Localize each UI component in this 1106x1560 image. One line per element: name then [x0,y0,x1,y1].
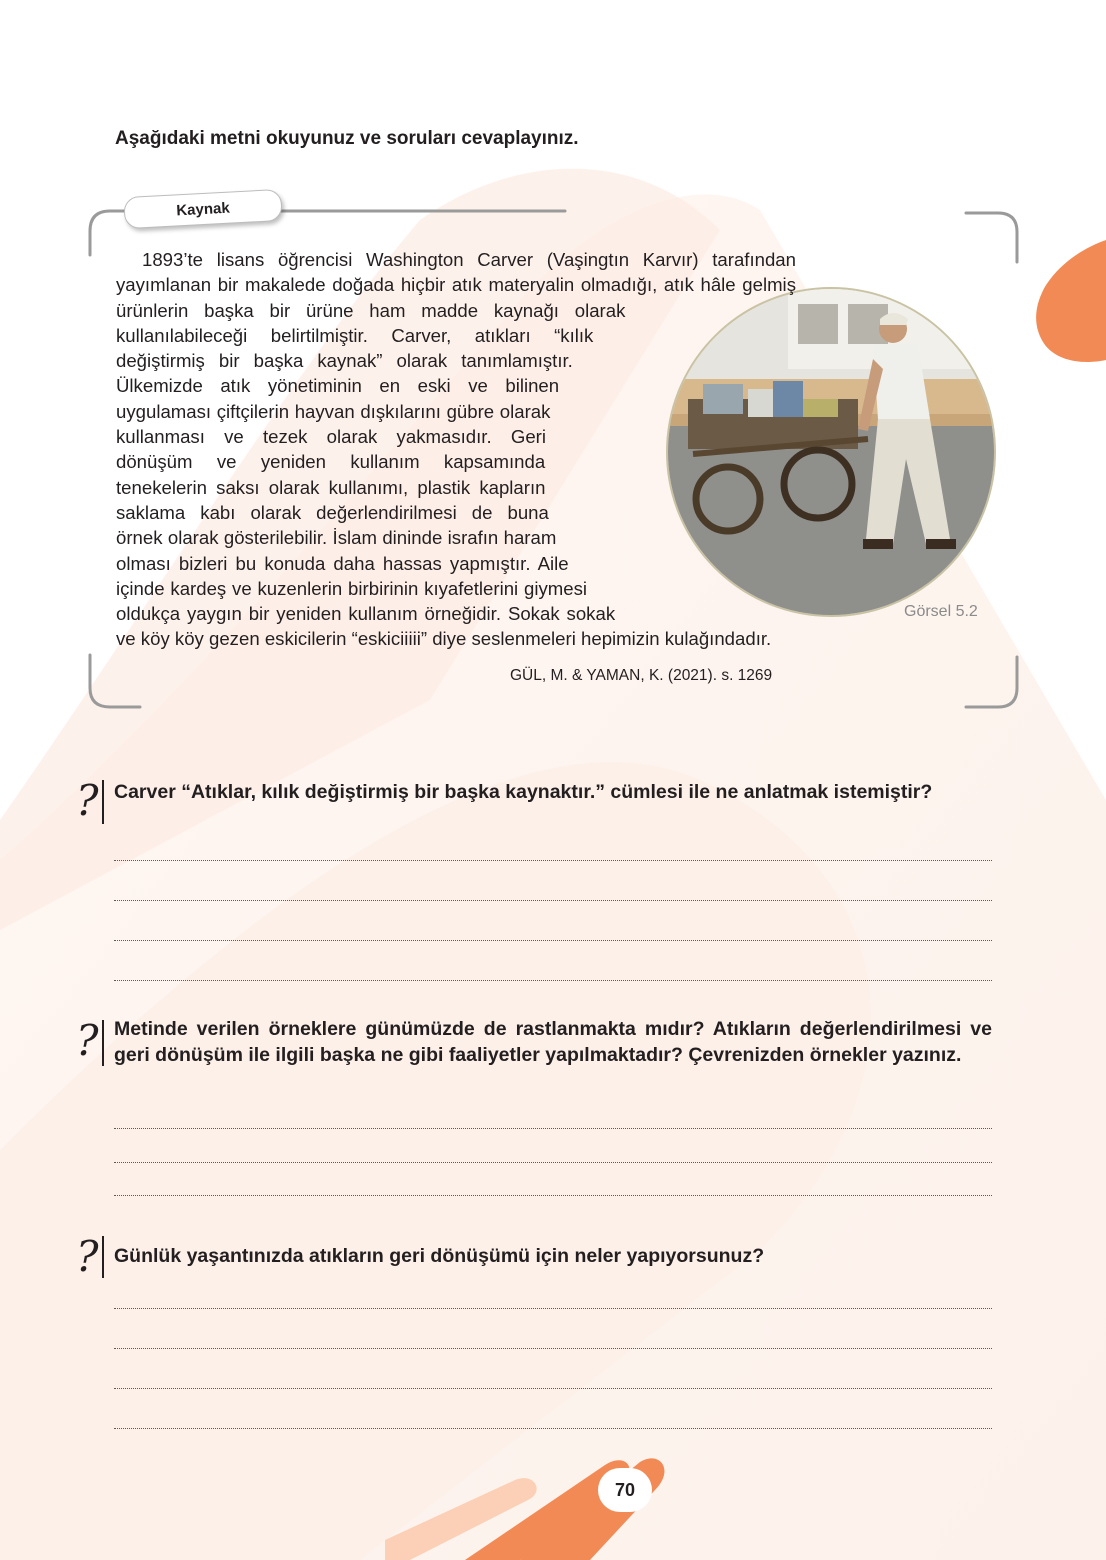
source-passage [116,247,796,652]
citation: GÜL, M. & YAMAN, K. (2021). s. 1269 [510,667,773,684]
answer-line[interactable] [114,900,992,901]
page-number: 70 [598,1468,652,1512]
question-mark-icon: ? [76,1016,99,1065]
instruction-heading: Aşağıdaki metni okuyunuz ve soruları cevaplayınız. [115,128,579,149]
question-3: Günlük yaşantınızda atıkların geri dönüşümü için neler yapıyorsunuz? [114,1245,765,1267]
question-mark-icon: ? [76,1232,99,1281]
answer-line[interactable] [114,1128,992,1129]
answer-line[interactable] [114,940,992,941]
answer-line[interactable] [114,980,992,981]
answer-line[interactable] [114,1162,992,1163]
question-1: Carver “Atıklar, kılık değiştirmiş bir başka kaynaktır.” cümlesi ile ne anlatmak istemiştir? [114,781,933,803]
answer-line[interactable] [114,1388,992,1389]
question-mark-icon: ? [76,776,99,825]
question-divider [102,780,104,824]
image-caption: Görsel 5.2 [904,603,978,620]
question-divider [102,1236,104,1278]
answer-line[interactable] [114,860,992,861]
answer-line[interactable] [114,1428,992,1429]
source-tab: Kaynak [123,189,282,229]
answer-line[interactable] [114,1195,992,1196]
question-2: Metinde verilen örneklere günümüzde de rastlanmakta mıdır? Atıkların değerlendirilmesi ve geri dönüşüm ile ilgili başka ne gibi faaliyetler yapılmaktadır? Çevrenizden örnekler yazınız. [114,1018,992,1066]
answer-line[interactable] [114,1308,992,1309]
passage-text: 1893’te lisans öğrencisi Washington Carver (Vaşingtın Karvır) tarafından yayımlanan bir makalede doğada hiçbir atık materyalin olmadığı, atık hâle gelmiş ürünlerin başka bir ürüne ham madde kaynağı olarak kullanılabileceği belirtilmiştir. Carver, atıkları “kılık değiştirmiş bir başka kaynak” olarak tanımlamıştır. Ülkemizde atık yönetiminin en eski ve bilinen uygulaması çiftçilerin hayvan dışkılarını gübre olarak kullanması ve tezek olarak yakmasıdır. Geri dönüşüm ve yeniden kullanım kapsamında tenekelerin saksı olarak kullanımı, plastik kapların saklama kabı olarak değerlendirilmesi de buna örnek olarak gösterilebilir. İslam dininde israfın haram olması bizleri bu konuda daha hassas yapmıştır. Aile içinde kardeş ve kuzenlerin birbirinin kıyafetlerini giymesi oldukça yaygın bir yeniden kullanım örneğidir. Sokak sokak ve köy köy gezen eskicilerin “eskiciiiii” diye seslenmeleri hepimizin kulağındadır. [116,249,796,650]
answer-line[interactable] [114,1348,992,1349]
question-divider [102,1020,104,1066]
